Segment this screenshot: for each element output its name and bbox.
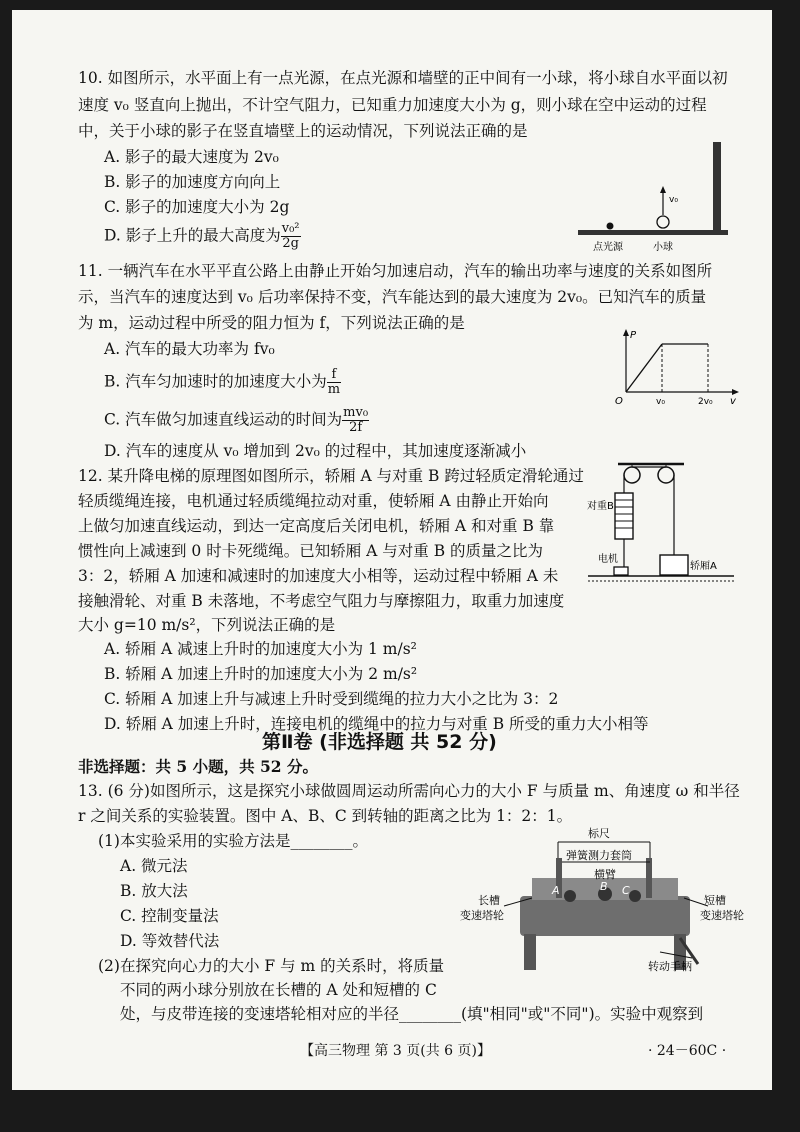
q12-stem-line2: 轻质缆绳连接，电机通过轻质缆绳拉动对重，使轿厢 A 由静止开始向	[78, 492, 549, 510]
q13-sub1: (1)本实验采用的实验方法是________。	[98, 832, 368, 850]
q12-stem-line6: 接触滑轮、对重 B 未落地，不考虑空气阻力与摩擦阻力，取重力加速度	[78, 592, 565, 610]
q12-stem-line7: 大小 g=10 m/s²，下列说法正确的是	[78, 616, 336, 634]
car-label: 轿厢A	[690, 561, 717, 572]
sleeve-label: 弹簧测力套筒	[566, 849, 632, 862]
source-label: 点光源	[593, 242, 623, 253]
v0-label: v₀	[669, 195, 678, 205]
q12-stem-line3: 上做匀加速直线运动，到达一定高度后关闭电机，轿厢 A 和对重 B 靠	[78, 517, 555, 535]
q11-stem-line1: 11. 一辆汽车在水平平直公路上由静止开始匀加速启动，汽车的输出功率与速度的关系如图所	[78, 262, 713, 280]
q10-figure	[575, 142, 735, 254]
v-axis-arrow-icon	[732, 389, 739, 395]
section-subtitle: 非选择题：共 5 小题，共 52 分。	[78, 757, 318, 776]
arm-label: 横臂	[594, 868, 616, 881]
q10-option-d-text: D. 影子上升的最大高度为	[104, 226, 281, 245]
apparatus-body	[520, 896, 690, 936]
handle-label: 转动手柄	[648, 960, 692, 973]
q12-option-d: D. 轿厢 A 加速上升时，连接电机的缆绳中的拉力与对重 B 所受的重力大小相等	[104, 715, 649, 733]
q11-power-velocity-graph	[612, 326, 742, 408]
q11-option-c-fraction	[342, 406, 369, 435]
q10-stem-line1: 10. 如图所示，水平面上有一点光源，在点光源和墙壁的正中间有一小球，将小球自水平面以初	[78, 69, 728, 87]
q11-option-b-text: B. 汽车匀加速时的加速度大小为	[104, 372, 327, 391]
short-groove-label: 短槽	[704, 894, 726, 907]
q11-option-b	[104, 368, 341, 397]
q11-stem-line3: 为 m，运动过程中所受的阻力恒为 f，下列说法正确的是	[78, 314, 465, 332]
long-tower-label: 变速塔轮	[460, 909, 504, 922]
point-c-label: C	[622, 884, 630, 897]
arrow-head-icon	[660, 186, 666, 193]
q12-option-b: B. 轿厢 A 加速上升时的加速度大小为 2 m/s²	[104, 665, 418, 683]
q10-option-d	[104, 222, 301, 251]
point-b-label: B	[600, 880, 608, 893]
q12-option-a: A. 轿厢 A 减速上升时的加速度大小为 1 m/s²	[104, 640, 417, 658]
q13-centripetal-apparatus-figure	[460, 818, 760, 982]
origin-label: O	[615, 396, 623, 407]
q10-option-b: B. 影子的加速度方向向上	[104, 173, 281, 191]
fraction-denominator: m	[327, 382, 341, 397]
sleeve-right	[646, 858, 652, 898]
section-title: 第Ⅱ卷 (非选择题 共 52 分)	[262, 731, 497, 753]
wall	[713, 142, 721, 235]
q13-sub2-line1: (2)在探究向心力的大小 F 与 m 的关系时，将质量	[98, 957, 445, 975]
ball-a	[564, 890, 576, 902]
q10-option-a: A. 影子的最大速度为 2v₀	[104, 148, 279, 166]
fraction-numerator: v₀²	[281, 221, 300, 236]
q11-option-a: A. 汽车的最大功率为 fv₀	[104, 340, 275, 358]
q13-option-b: B. 放大法	[120, 882, 188, 900]
long-groove-label: 长槽	[478, 894, 500, 907]
ruler-label: 标尺	[588, 827, 610, 840]
q11-option-c-text: C. 汽车做匀加速直线运动的时间为	[104, 410, 343, 429]
footer-page-info: 【高三物理 第 3 页(共 6 页)】	[300, 1043, 491, 1059]
q10-stem-line3: 中，关于小球的影子在竖直墙壁上的运动情况，下列说法正确的是	[78, 122, 528, 140]
fraction-numerator: mv₀	[343, 405, 369, 420]
car-a	[660, 555, 688, 575]
q12-stem-line1: 12. 某升降电梯的原理图如图所示，轿厢 A 与对重 B 跨过轻质定滑轮通过	[78, 467, 584, 485]
q10-option-c: C. 影子的加速度大小为 2g	[104, 198, 290, 216]
v0-tick: v₀	[656, 397, 665, 407]
power-rising-line	[626, 344, 662, 392]
short-tower-label: 变速塔轮	[700, 909, 744, 922]
q13-sub2-line2: 不同的两小球分别放在长槽的 A 处和短槽的 C	[120, 981, 437, 999]
2v0-tick: 2v₀	[698, 397, 713, 407]
counterweight-label: 对重B	[587, 501, 614, 512]
q12-stem-line5: 3：2，轿厢 A 加速和减速时的加速度大小相等，运动过程中轿厢 A 未	[78, 567, 559, 585]
v-label: v	[730, 396, 736, 407]
pulley-right	[658, 467, 674, 483]
q12-stem-line4: 惯性向上减速到 0 时卡死缆绳。已知轿厢 A 与对重 B 的质量之比为	[78, 542, 544, 560]
leg-left	[524, 934, 536, 970]
q10-option-d-fraction	[281, 222, 301, 251]
q13-stem-line1: 13. (6 分)如图所示，这是探究小球做圆周运动所需向心力的大小 F 与质量 m、角速度 ω 和半径	[78, 782, 740, 800]
q11-option-b-fraction	[327, 368, 341, 397]
q12-option-c: C. 轿厢 A 加速上升与减速上升时受到缆绳的拉力大小之比为 3：2	[104, 690, 559, 708]
q10-stem-line2: 速度 v₀ 竖直向上抛出，不计空气阻力，已知重力加速度大小为 g，则小球在空中运动的过程	[78, 96, 707, 114]
motor	[614, 567, 628, 575]
fraction-denominator: 2f	[349, 420, 363, 435]
footer-code: · 24－60C ·	[648, 1043, 727, 1059]
ball-c	[629, 890, 641, 902]
fraction-denominator: 2g	[282, 236, 299, 251]
q12-elevator-figure	[584, 455, 744, 590]
q13-stem-line2: r 之间关系的实验装置。图中 A、B、C 到转轴的距离之比为 1：2：1。	[78, 807, 573, 825]
q13-option-c: C. 控制变量法	[120, 907, 219, 925]
p-axis-arrow-icon	[623, 329, 629, 336]
ground	[578, 230, 728, 235]
q11-option-d: D. 汽车的速度从 v₀ 增加到 2v₀ 的过程中，其加速度逐渐减小	[104, 442, 527, 460]
pulley-left	[624, 467, 640, 483]
p-label: P	[630, 330, 637, 341]
fraction-numerator: f	[327, 368, 341, 383]
q11-option-c	[104, 406, 369, 435]
point-light-source	[607, 223, 614, 230]
q13-option-d: D. 等效替代法	[120, 932, 220, 950]
q13-option-a: A. 微元法	[120, 857, 188, 875]
point-a-label: A	[552, 884, 560, 897]
q11-stem-line2: 示，当汽车的速度达到 v₀ 后功率保持不变，汽车能达到的最大速度为 2v₀。已知汽车的质量	[78, 288, 707, 306]
small-ball	[657, 216, 669, 228]
ball-label: 小球	[653, 242, 673, 253]
q13-sub2-line3: 处，与皮带连接的变速塔轮相对应的半径________(填"相同"或"不同")。实验中观察到	[120, 1005, 704, 1023]
motor-label: 电机	[598, 554, 618, 565]
